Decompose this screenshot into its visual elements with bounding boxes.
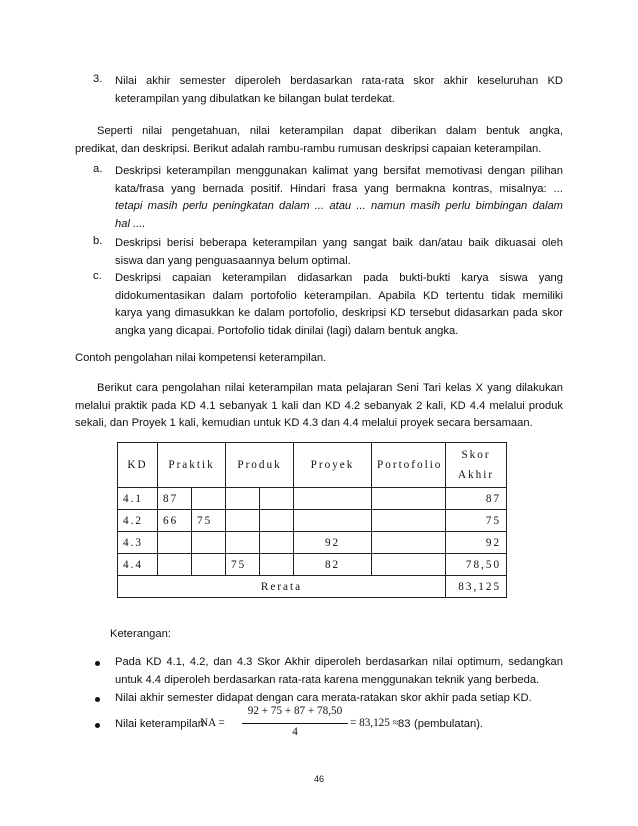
skills-score-table [117, 442, 507, 598]
cell-produk-2 [260, 554, 294, 576]
rerata-label: Rerata [118, 576, 446, 598]
cell-portofolio [372, 532, 446, 554]
cell-skor-akhir: 87 [446, 488, 507, 510]
header-skor-line-2: Akhir [457, 469, 495, 481]
cell-produk-1 [226, 532, 260, 554]
list-a-line-2: kata/frasa yang bernada positif. Hindari frasa yang bermakna kontras, misalnya: ... [115, 182, 563, 195]
list-a-line-3: tetapi masih perlu peningkatan dalam ... atau ... namun masih perlu bimbingan dalam [115, 200, 563, 213]
formula-denominator: 4 [292, 726, 298, 738]
list-a-line-4: hal .... [115, 217, 146, 230]
table-header-row [118, 443, 507, 488]
list-a-line-1: Deskripsi keterampilan menggunakan kalimat yang bersifat memotivasi dengan pilihan [115, 165, 563, 177]
cell-kd: 4.1 [118, 488, 158, 510]
rounded-value: 83 [398, 718, 411, 730]
cell-skor-akhir: 78,50 [446, 554, 507, 576]
paragraph-skills-description [75, 123, 563, 158]
cell-produk-1: 75 [226, 554, 260, 576]
list-b-line-1: Deskripsi berisi beberapa keterampilan yang sangat baik dan/atau baik dikuasai oleh [115, 237, 563, 249]
cell-praktik-2 [192, 488, 226, 510]
table-rerata-row [118, 576, 507, 598]
bullet-dot [95, 697, 100, 702]
cell-skor-akhir: 92 [446, 532, 507, 554]
cell-praktik-1 [158, 554, 192, 576]
item-3-number: 3. [93, 73, 103, 85]
list-b-line-2: siswa dan yang penguasaannya belum optimal. [115, 254, 351, 267]
rounding-note: (pembulatan). [414, 718, 484, 730]
list-item-b [115, 235, 563, 270]
header-proyek: Proyek [294, 443, 372, 488]
keterangan-label: Keterangan: [110, 628, 171, 640]
cell-portofolio [372, 510, 446, 532]
paragraph-processing-example [75, 380, 563, 433]
cell-praktik-2 [192, 532, 226, 554]
item-3-line-2: keterampilan yang dibulatkan ke bilangan bulat terdekat. [115, 92, 395, 105]
formula-result: = 83,125 ≈ [350, 717, 399, 729]
paragraph-1-line-2: predikat, dan deskripsi. Berikut adalah rambu-rambu rumusan deskripsi capaian keterampilan. [75, 142, 542, 155]
bullet-1-line-2: untuk 4.4 diperoleh berdasarkan rata-rata karena menggunakan teknik yang berbeda. [115, 673, 540, 686]
header-produk: Produk [226, 443, 294, 488]
bullet-3-prefix: Nilai keterampilan [115, 718, 204, 730]
header-skor-line-1: Skor [461, 449, 491, 461]
formula-lhs: NA = [200, 717, 225, 729]
cell-produk-2 [260, 488, 294, 510]
formula-numerator: 92 + 75 + 87 + 78,50 [247, 705, 343, 717]
item-3-text [115, 73, 563, 108]
cell-produk-1 [226, 488, 260, 510]
cell-praktik-1: 87 [158, 488, 192, 510]
list-marker-b: b. [93, 235, 103, 247]
list-item-c [115, 270, 563, 340]
keterangan-bullet-1 [115, 654, 563, 689]
table-row [118, 532, 507, 554]
cell-kd: 4.3 [118, 532, 158, 554]
cell-produk-2 [260, 532, 294, 554]
list-item-a [115, 163, 563, 233]
page-number: 46 [313, 774, 324, 784]
bullet-dot [95, 723, 100, 728]
paragraph-2-line-2: melalui praktik pada KD 4.1 sebanyak 1 kali dan KD 4.2 sebanyak 2 kali, KD 4.4 melalui produk [75, 399, 563, 412]
cell-praktik-2: 75 [192, 510, 226, 532]
item-3-line-1: Nilai akhir semester diperoleh berdasarkan rata-rata skor akhir keseluruhan KD [115, 75, 563, 87]
cell-proyek: 82 [294, 554, 372, 576]
cell-praktik-1: 66 [158, 510, 192, 532]
header-kd: KD [118, 443, 158, 488]
list-c-line-4: angka yang dicapai. Portofolio tidak dinilai (lagi) dalam bentuk angka. [115, 324, 459, 337]
list-marker-a: a. [93, 163, 103, 175]
cell-skor-akhir: 75 [446, 510, 507, 532]
paragraph-2-line-1: Berikut cara pengolahan nilai keterampilan mata pelajaran Seni Tari kelas X yang dilakukan [97, 382, 563, 394]
cell-portofolio [372, 554, 446, 576]
rerata-value: 83,125 [446, 576, 507, 598]
cell-kd: 4.2 [118, 510, 158, 532]
cell-praktik-2 [192, 554, 226, 576]
cell-portofolio [372, 488, 446, 510]
list-c-line-1: Deskripsi capaian keterampilan didasarkan pada bukti-bukti karya siswa yang [115, 272, 563, 284]
paragraph-1-line-1: Seperti nilai pengetahuan, nilai keterampilan dapat diberikan dalam bentuk angka, [97, 125, 563, 137]
paragraph-2-line-3: sekali, dan Proyek 1 kali, kemudian untuk KD 4.3 dan 4.4 melalui proyek secara bersamaan. [75, 417, 533, 430]
cell-praktik-1 [158, 532, 192, 554]
table-row [118, 554, 507, 576]
header-skor-akhir [446, 443, 507, 488]
list-c-line-2: didokumentasikan dalam portofolio keterampilan. Apabila KD tertentu tidak memiliki [115, 289, 563, 302]
bullet-dot [95, 661, 100, 666]
keterangan-bullet-2: Nilai akhir semester didapat dengan cara merata-ratakan skor akhir pada setiap KD. [115, 692, 532, 704]
cell-proyek [294, 488, 372, 510]
cell-proyek: 92 [294, 532, 372, 554]
list-c-line-3: karya yang dimasukkan ke dalam portofolio, deskripsi KD tersebut didasarkan pada skor [115, 307, 563, 320]
cell-produk-1 [226, 510, 260, 532]
fraction-bar [242, 723, 348, 724]
cell-kd: 4.4 [118, 554, 158, 576]
example-heading: Contoh pengolahan nilai kompetensi keterampilan. [75, 352, 327, 364]
header-portofolio: Portofolio [372, 443, 446, 488]
list-marker-c: c. [93, 270, 102, 282]
header-praktik: Praktik [158, 443, 226, 488]
table-row [118, 510, 507, 532]
cell-proyek [294, 510, 372, 532]
bullet-1-line-1: Pada KD 4.1, 4.2, dan 4.3 Skor Akhir diperoleh berdasarkan nilai optimum, sedangkan [115, 656, 563, 668]
cell-produk-2 [260, 510, 294, 532]
table-row [118, 488, 507, 510]
